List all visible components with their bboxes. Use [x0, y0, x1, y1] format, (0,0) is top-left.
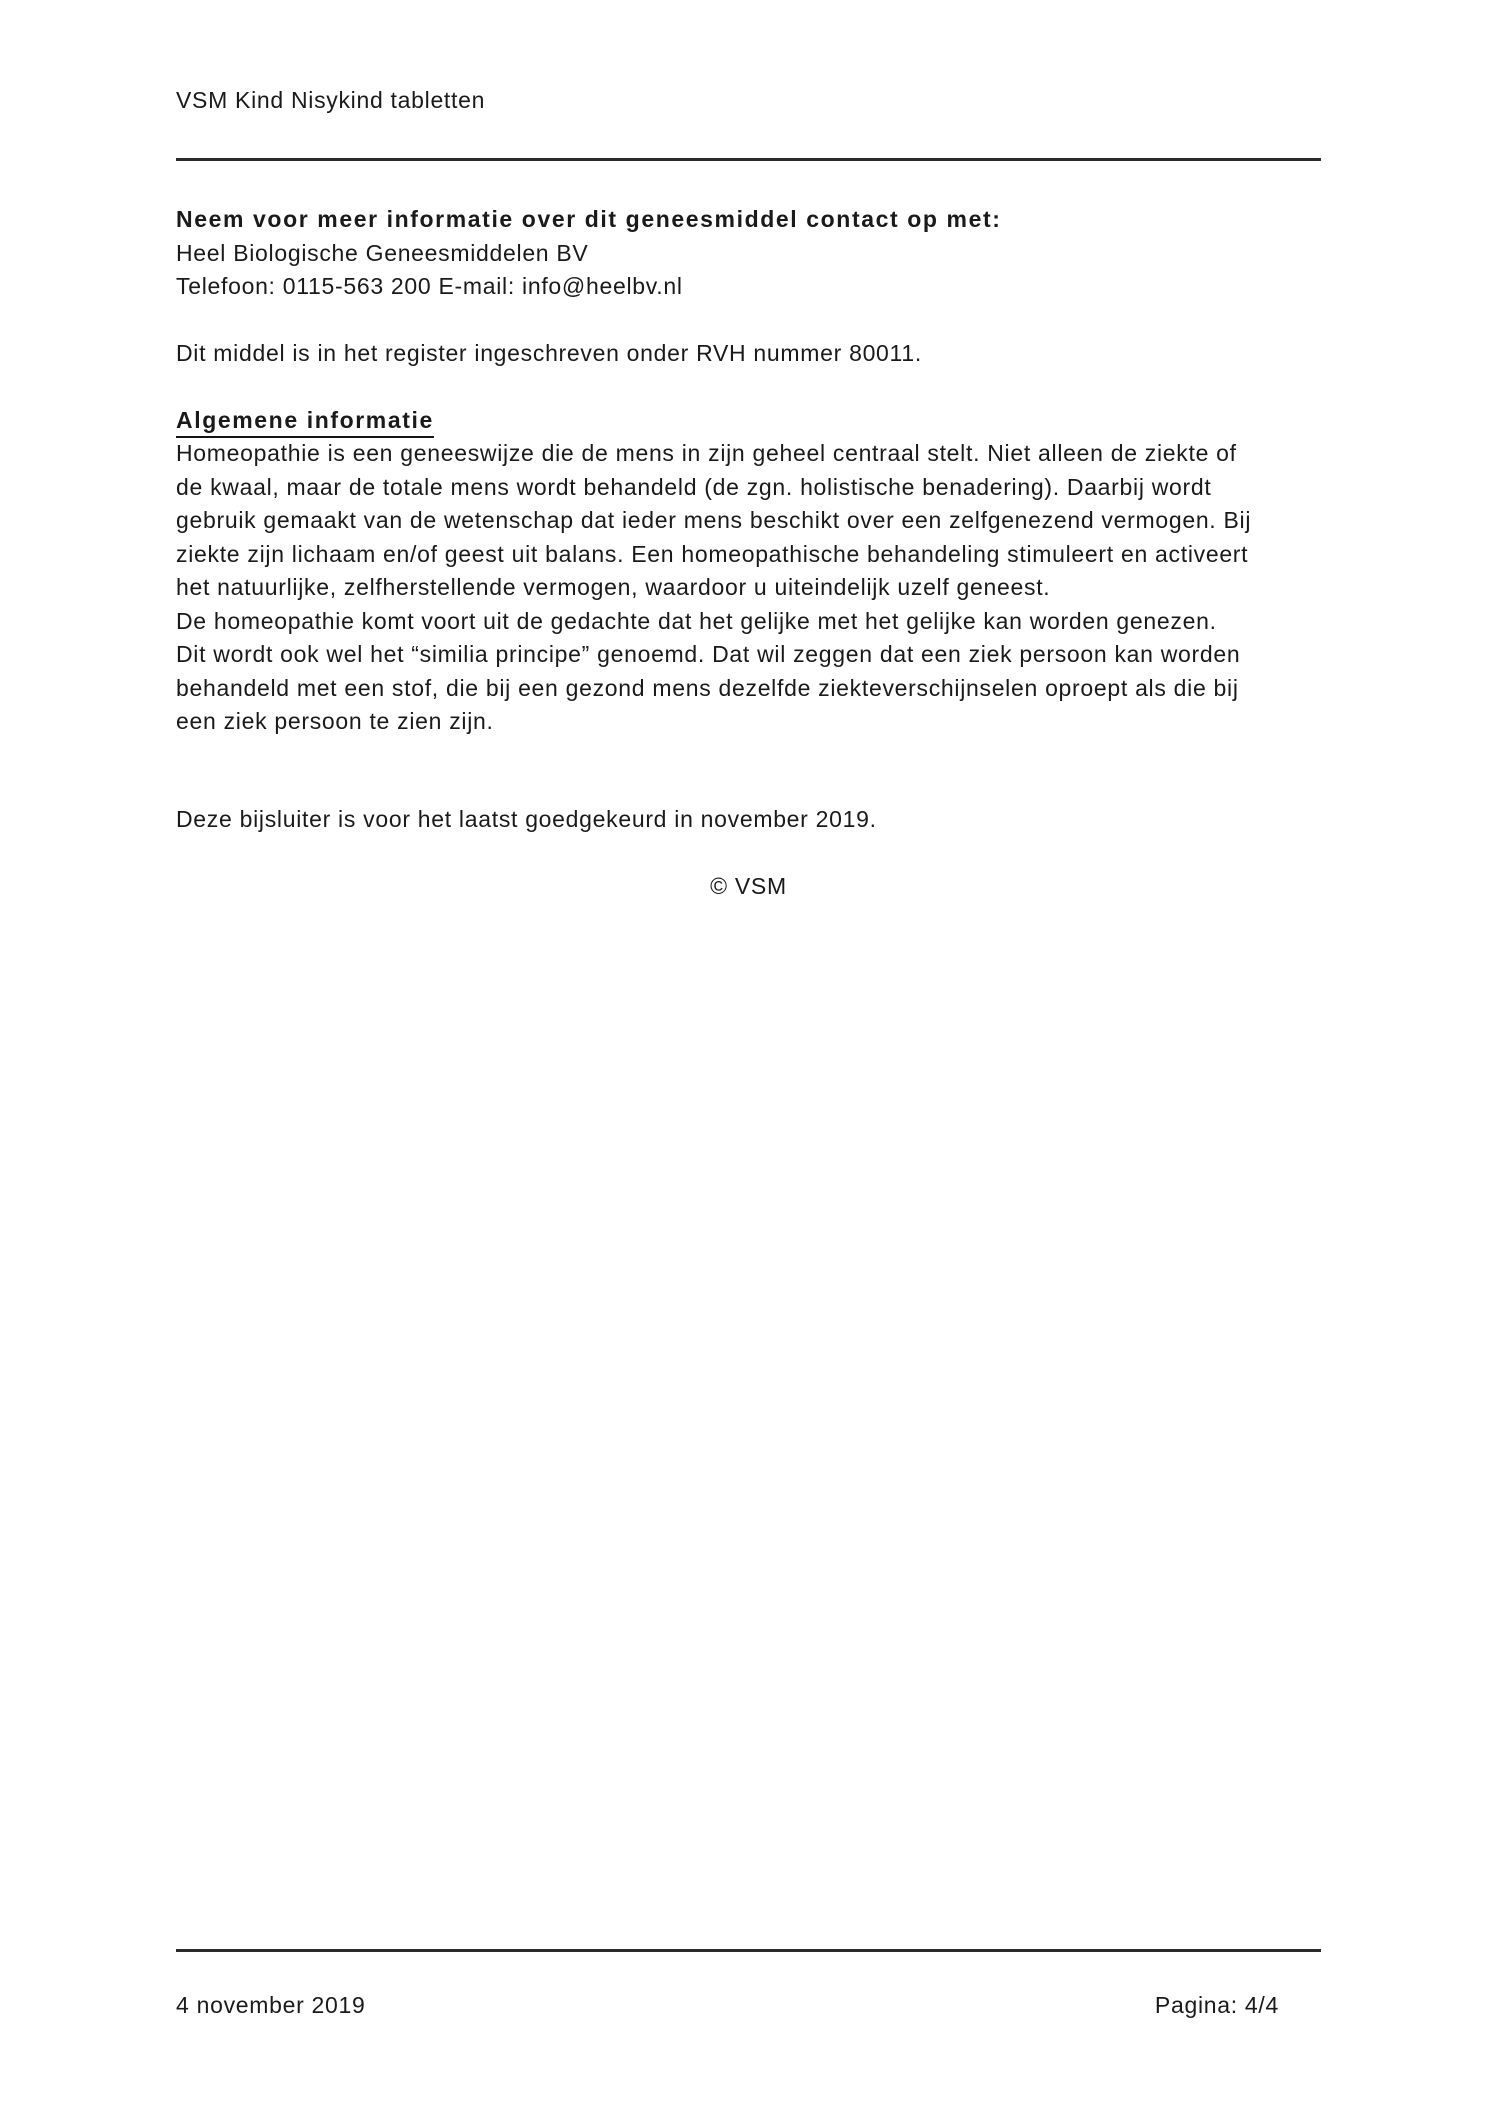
register-section: [176, 337, 1321, 371]
contact-heading: Neem voor meer informatie over dit geneesmiddel contact op met:: [176, 206, 1002, 232]
footer-divider: [176, 1949, 1321, 1952]
section-heading-general-info: Algemene informatie: [176, 405, 434, 438]
paragraph-line: een ziek persoon te zien zijn.: [176, 708, 494, 734]
register-number-line: Dit middel is in het register ingeschreven onder RVH nummer 80011.: [176, 340, 922, 366]
paragraph-line: ziekte zijn lichaam en/of geest uit balans. Een homeopathische behandeling stimuleert en activeert: [176, 540, 1249, 567]
footer-date: 4 november 2019: [176, 1992, 366, 2018]
general-info-paragraph: [176, 437, 1321, 739]
paragraph-line: Dit wordt ook wel het “similia principe” genoemd. Dat wil zeggen dat een ziek persoon kan worden: [176, 641, 1241, 667]
page-header-title: VSM Kind Nisykind tabletten: [176, 87, 486, 113]
paragraph-line: gebruik gemaakt van de wetenschap dat ieder mens beschikt over een zelfgenezend vermogen. Bij: [176, 507, 1252, 533]
phone-email-line: Telefoon: 0115-563 200 E-mail: info@heelbv.nl: [176, 273, 683, 299]
paragraph-line: De homeopathie komt voort uit de gedachte dat het gelijke met het gelijke kan worden genezen.: [176, 607, 1217, 634]
page-footer: [176, 1989, 1321, 2023]
general-info-heading-row: [176, 404, 1321, 438]
contact-section: [176, 203, 1321, 304]
header-divider: [176, 158, 1321, 161]
footer-page-number: Pagina: 4/4: [1154, 1992, 1279, 2018]
copyright-row: [176, 870, 1321, 904]
approval-date-line: Deze bijsluiter is voor het laatst goedgekeurd in november 2019.: [176, 806, 877, 832]
paragraph-line: Homeopathie is een geneeswijze die de mens in zijn geheel centraal stelt. Niet alleen de ziekte of: [176, 440, 1237, 466]
manufacturer-line: Heel Biologische Geneesmiddelen BV: [176, 239, 589, 266]
paragraph-line: het natuurlijke, zelfherstellende vermogen, waardoor u uiteindelijk uzelf geneest.: [176, 574, 1051, 600]
copyright-notice: © VSM: [710, 873, 787, 899]
paragraph-line: de kwaal, maar de totale mens wordt behandeld (de zgn. holistische benadering). Daarbij wordt: [176, 473, 1212, 500]
approval-section: [176, 803, 1321, 837]
paragraph-line: behandeld met een stof, die bij een gezond mens dezelfde ziekteverschijnselen oproept als die bij: [176, 674, 1239, 701]
